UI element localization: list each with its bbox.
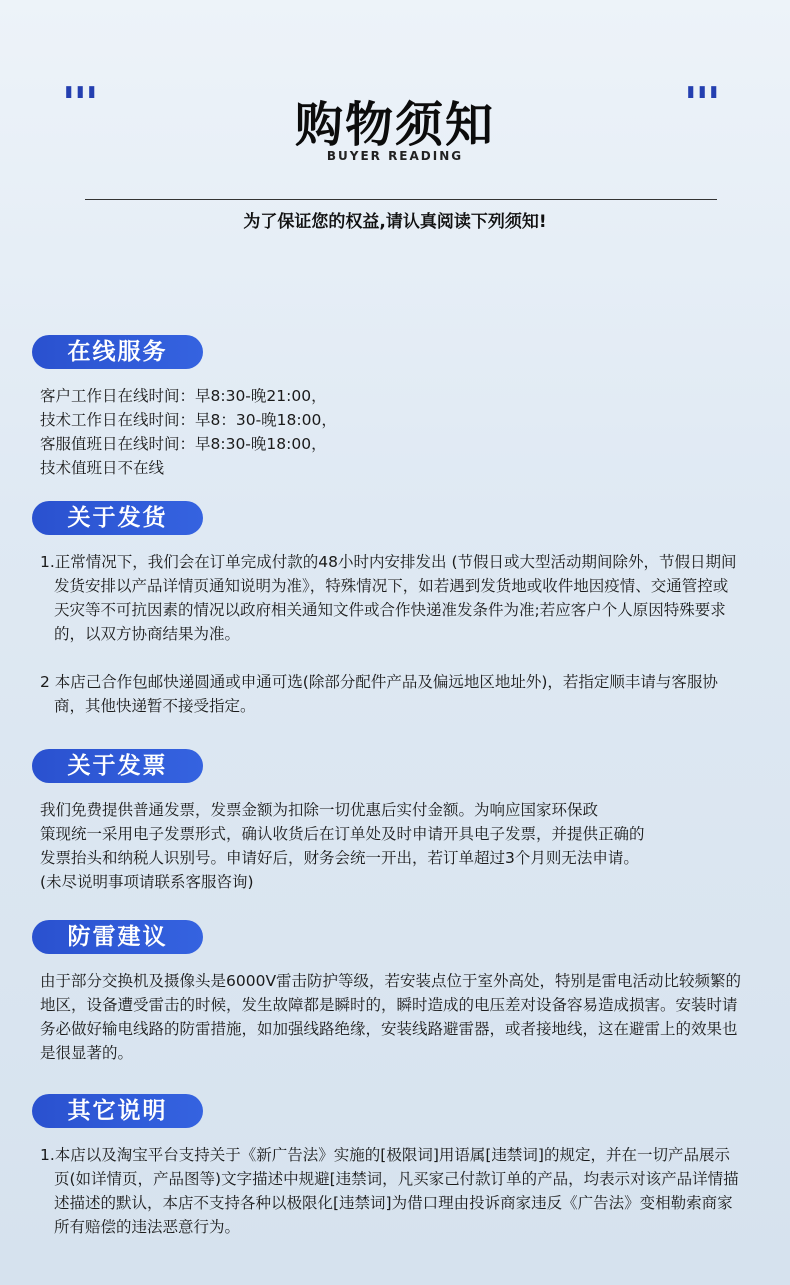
shipping-item-2: 2 本店己合作包邮快递圆通或申通可选(除部分配件产品及偏远地区地址外)，若指定顺丰请与客服协商，其他快递暂不接受指定。	[40, 673, 718, 715]
quote-mark-left-icon: '''	[62, 78, 97, 129]
online-hours-line: 客户工作日在线时间：早8:30-晚21:00，	[40, 387, 327, 405]
section-lightning	[32, 920, 742, 1065]
online-hours-line: 技术工作日在线时间：早8：30-晚18:00，	[40, 411, 337, 429]
section-body-lightning	[32, 969, 742, 1065]
section-body-shipping	[32, 550, 742, 718]
online-hours-line: 客服值班日在线时间：早8:30-晚18:00，	[40, 435, 327, 453]
lightning-paragraph: 由于部分交换机及摄像头是6000V雷击防护等级，若安装点位于室外高处，特别是雷电活动比较频繁的地区，设备遭受雷击的时候，发生故障都是瞬时的，瞬时造成的电压差对设备容易造成损害。安装时请务必做好输电线路的防雷措施，如加强线路绝缘，安装线路避雷器，或者接地线，这在避雷上的效果也是很显著的。	[40, 972, 742, 1062]
section-online-service	[32, 335, 742, 480]
section-heading-lightning: 防雷建议	[32, 920, 203, 954]
invoice-line: 我们免费提供普通发票，发票金额为扣除一切优惠后实付金额。为响应国家环保政	[40, 801, 599, 819]
section-other	[32, 1094, 742, 1239]
invoice-line: 策现统一采用电子发票形式，确认收货后在订单处及时申请开具电子发票，并提供正确的	[40, 825, 645, 843]
notice-text: 为了保证您的权益,请认真阅读下列须知!	[243, 212, 547, 232]
page-title: 购物须知	[294, 97, 495, 153]
page-subtitle: BUYER READING	[326, 149, 464, 163]
section-invoice	[32, 749, 742, 894]
section-body-other	[32, 1143, 742, 1239]
title-divider	[85, 199, 717, 200]
section-heading-online-service: 在线服务	[32, 335, 203, 369]
shipping-item-1: 1.正常情况下，我们会在订单完成付款的48小时内安排发出 (节假日或大型活动期间除外，节假日期间发货安排以产品详情页通知说明为准》，特殊情况下，如若遇到发货地或收件地因疫情、交通管控或天灾等不可抗因素的情况以政府相关通知文件或合作快递准发条件为准;若应客户个人原因特殊要求的，以双方协商结果为准。	[40, 553, 737, 643]
section-heading-other: 其它说明	[32, 1094, 203, 1128]
section-heading-shipping: 关于发货	[32, 501, 203, 535]
quote-mark-right-icon: '''	[684, 78, 719, 129]
online-hours-line: 技术值班日不在线	[40, 459, 165, 477]
section-heading-invoice: 关于发票	[32, 749, 203, 783]
other-item-1: 1.本店以及淘宝平台支持关于《新广告法》实施的[极限词]用语属[违禁词]的规定，并在一切产品展示页(如详情页，产品图等)文字描述中规避[违禁词，凡买家己付款订单的产品，均表示对该产品详情描述描述的默认，本店不支持各种以极限化[违禁词]为借口理由投诉商家违反《广告法》变相勒索商家所有赔偿的违法恶意行为。	[40, 1146, 739, 1236]
section-shipping	[32, 501, 742, 718]
invoice-line: 发票抬头和纳税人识别号。申请好后，财务会统一开出，若订单超过3个月则无法申请。	[40, 849, 639, 867]
section-body-invoice	[32, 798, 742, 894]
invoice-line: (未尽说明事项请联系客服咨询)	[40, 873, 254, 891]
section-body-online-service	[32, 384, 742, 480]
